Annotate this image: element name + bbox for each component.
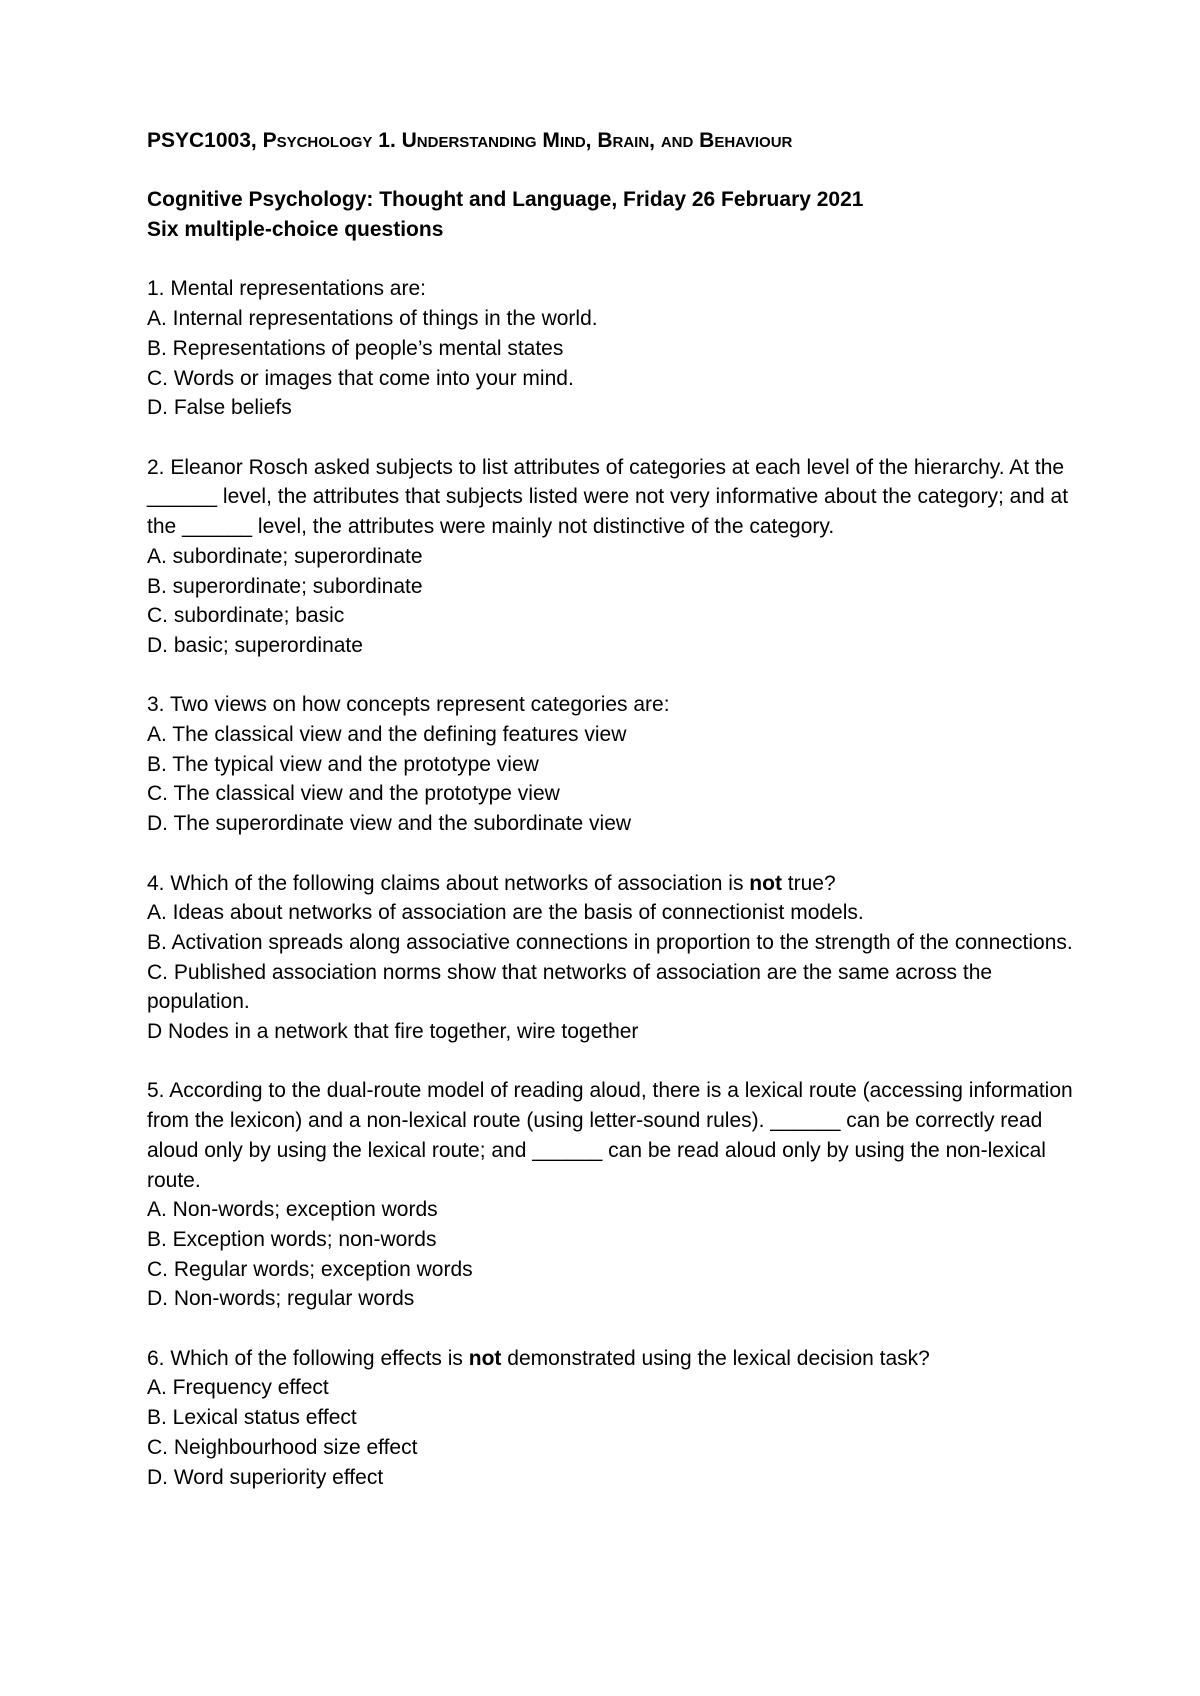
- option-b: B. Lexical status effect: [147, 1406, 357, 1430]
- question-1: [147, 274, 1077, 423]
- question-stem: 3. Two views on how concepts represent categories are:: [147, 693, 670, 717]
- option-b: B. Exception words; non-words: [147, 1227, 437, 1251]
- option-c: C. Published association norms show that networks of association are the same across the population.: [147, 960, 993, 1014]
- option-c: C. Regular words; exception words: [147, 1257, 473, 1281]
- stem-emphasis: not: [468, 1346, 502, 1370]
- stem-text: 4. Which of the following claims about networks of association is: [147, 871, 750, 895]
- question-6: [147, 1344, 1077, 1493]
- option-d: D. basic; superordinate: [147, 633, 363, 657]
- question-stem: 2. Eleanor Rosch asked subjects to list attributes of categories at each level of the hierarchy. At the ______ level, the attributes that subjects listed were not very informative about the category; and at the ______ level, the attributes were mainly not distinctive of the category.: [147, 455, 1069, 539]
- question-stem: [147, 1344, 1077, 1374]
- option-c: C. The classical view and the prototype view: [147, 782, 560, 806]
- option-d: D. Word superiority effect: [147, 1465, 384, 1489]
- option-b: B. Representations of people’s mental states: [147, 336, 564, 360]
- session-info: [147, 185, 1077, 244]
- option-a: A. subordinate; superordinate: [147, 544, 423, 568]
- option-a: A. The classical view and the defining features view: [147, 723, 627, 746]
- option-c: C. Words or images that come into your mind.: [147, 366, 574, 390]
- option-d: D Nodes in a network that fire together, wire together: [147, 1020, 639, 1044]
- stem-text-end: demonstrated using the lexical decision task?: [501, 1346, 930, 1370]
- option-b: B. The typical view and the prototype view: [147, 752, 539, 776]
- question-5: [147, 1076, 1077, 1314]
- question-2: [147, 453, 1077, 661]
- option-a: A. Non-words; exception words: [147, 1198, 438, 1222]
- session-subtitle: Six multiple-choice questions: [147, 218, 444, 242]
- stem-emphasis: not: [749, 871, 782, 895]
- option-a: A. Ideas about networks of association are the basis of connectionist models.: [147, 901, 864, 925]
- course-heading: [147, 126, 1077, 156]
- option-a: A. Internal representations of things in the world.: [147, 307, 598, 331]
- session-title: Cognitive Psychology: Thought and Language, Friday 26 February 2021: [147, 188, 864, 212]
- question-4: [147, 869, 1077, 1047]
- question-3: [147, 690, 1077, 839]
- course-title: Psychology 1. Understanding Mind, Brain, and Behaviour: [262, 129, 793, 152]
- course-code: PSYC1003,: [147, 129, 263, 152]
- stem-text-end: true?: [781, 871, 836, 895]
- question-stem: [147, 869, 1077, 899]
- stem-text: 6. Which of the following effects is: [147, 1346, 469, 1370]
- option-b: B. Activation spreads along associative connections in proportion to the strength of the connections.: [147, 930, 1073, 954]
- question-stem: 5. According to the dual-route model of reading aloud, there is a lexical route (accessing information from the lexicon) and a non-lexical route (using letter-sound rules). ______ can be correctly read aloud only by using the lexical route; and ______ can be read aloud only by using the non-lexical route.: [147, 1079, 1073, 1192]
- option-d: D. False beliefs: [147, 396, 292, 420]
- option-a: A. Frequency effect: [147, 1376, 329, 1400]
- question-stem: 1. Mental representations are:: [147, 277, 426, 301]
- option-d: D. The superordinate view and the subordinate view: [147, 812, 632, 836]
- option-c: C. Neighbourhood size effect: [147, 1435, 418, 1459]
- option-b: B. superordinate; subordinate: [147, 574, 423, 598]
- option-d: D. Non-words; regular words: [147, 1287, 415, 1311]
- option-c: C. subordinate; basic: [147, 604, 345, 628]
- document-page: [147, 126, 1077, 1492]
